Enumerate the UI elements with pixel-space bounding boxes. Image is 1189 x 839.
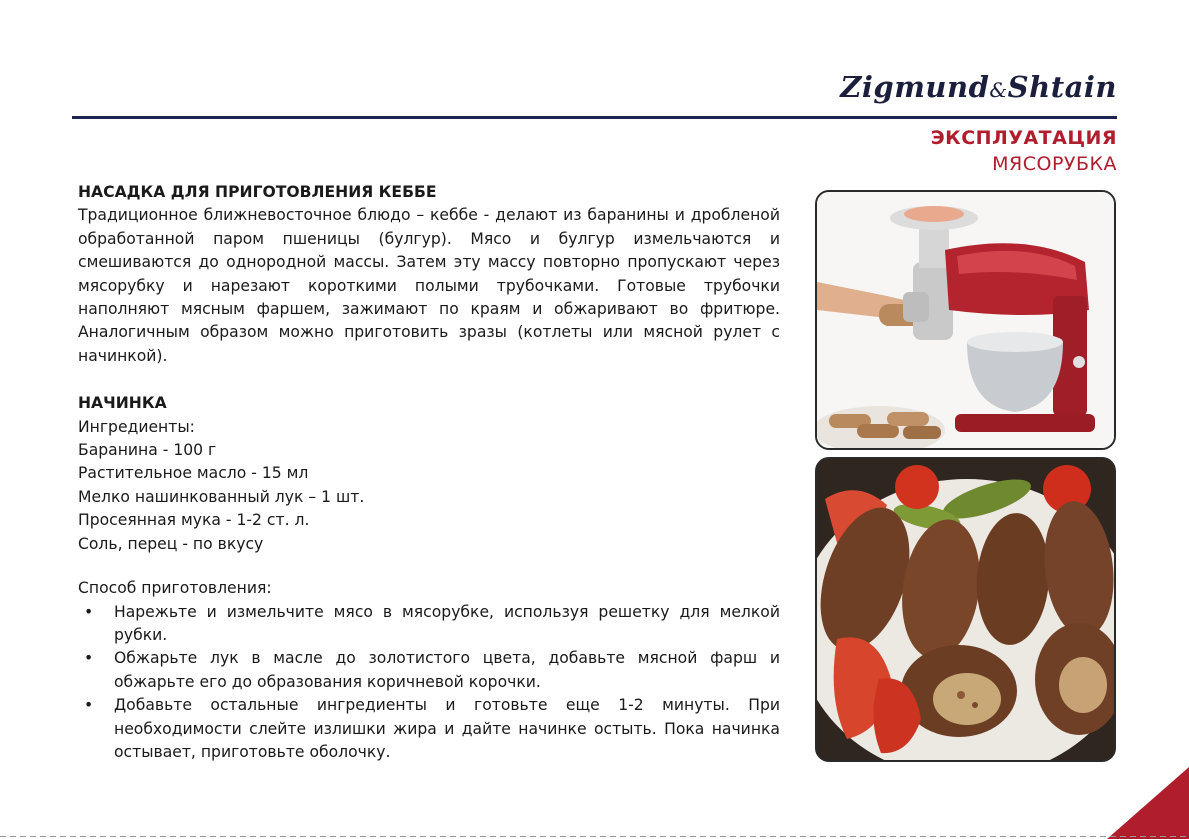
kebbe-description: Традиционное ближневосточное блюдо – кеббе - делают из баранины и дробленой обработанной паром пшеницы (булгур). Мясо и булгур измельчаются и смешиваются до однородной массы. Затем эту массу повторно пропускают через мясорубку и нарезают короткими полыми трубочками. Готовые трубочки наполняют мясным фаршем, зажимают по краям и обжаривают во фритюре. Аналогичным образом можно приготовить зразы (котлеты или мясной рулет с начинкой). (78, 206, 780, 365)
bullet-icon: • (84, 649, 94, 668)
corner-accent (1059, 767, 1189, 839)
mixer-grinder-photo (815, 190, 1116, 450)
brand-logo (840, 70, 1117, 104)
brand-name-left: Zigmund (840, 70, 990, 104)
ingredient-item: Растительное масло - 15 мл (78, 464, 309, 483)
ingredients-label: Ингредиенты: (78, 417, 195, 436)
ingredient-item: Баранина - 100 г (78, 441, 217, 460)
brand-name-right: Shtain (1007, 70, 1117, 104)
kebbe-heading: НАСАДКА ДЛЯ ПРИГОТОВЛЕНИЯ КЕББЕ (78, 183, 437, 201)
main-content (78, 181, 780, 764)
section-subtitle: МЯСОРУБКА (992, 153, 1117, 175)
bullet-icon: • (84, 602, 94, 621)
ingredient-item: Мелко нашинкованный лук – 1 шт. (78, 487, 365, 506)
bottom-dashed-line (0, 836, 1189, 837)
ingredient-item: Просеянная мука - 1-2 ст. л. (78, 511, 310, 530)
filling-heading: НАЧИНКА (78, 394, 167, 413)
header-divider (72, 116, 1117, 119)
method-steps (78, 601, 780, 765)
section-title: ЭКСПЛУАТАЦИЯ (930, 127, 1117, 149)
method-step-text: Обжарьте лук в масле до золотистого цвета, добавьте мясной фарш и обжарьте его до образования коричневой корочки. (114, 649, 780, 691)
method-label: Способ приготовления: (78, 579, 272, 598)
kebbe-dish-photo (815, 457, 1116, 762)
section-header (931, 127, 1117, 175)
method-step (78, 647, 780, 694)
method-step-text: Нарежьте и измельчите мясо в мясорубке, используя решетку для мелкой рубки. (114, 602, 780, 644)
method-step-text: Добавьте остальные ингредиенты и готовьте еще 1-2 минуты. При необходимости слейте излишки жира и дайте начинке остыть. Пока начинка остывает, приготовьте оболочку. (114, 696, 780, 761)
bullet-icon: • (84, 696, 94, 715)
ingredient-item: Соль, перец - по вкусу (78, 534, 264, 553)
method-step (78, 694, 780, 764)
method-step (78, 601, 780, 648)
brand-ampersand: & (989, 78, 1008, 102)
